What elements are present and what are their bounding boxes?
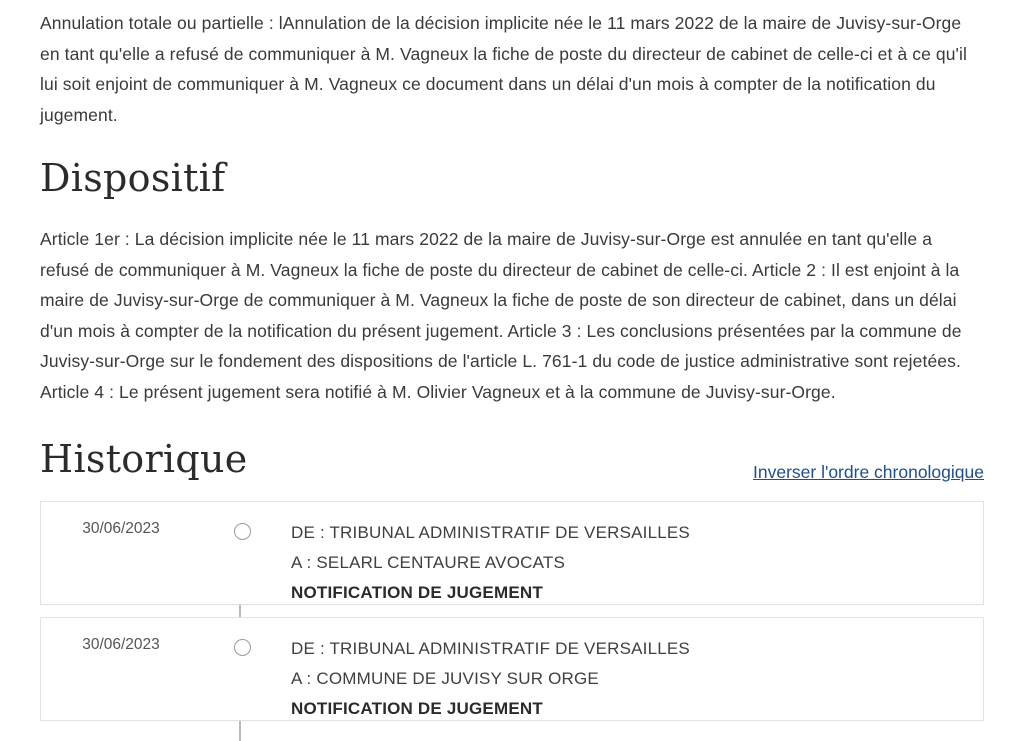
timeline-event[interactable] xyxy=(40,617,984,721)
invert-chronological-order-link[interactable]: Inverser l'ordre chronologique xyxy=(753,462,984,482)
dispositif-paragraph: Article 1er : La décision implicite née le 11 mars 2022 de la maire de Juvisy-sur-Orge est annulée en tant qu'elle a refusé de communiquer à M. Vagneux la fiche de poste du directeur de cabinet de celle-ci. Article 2 : Il est enjoint à la maire de Juvisy-sur-Orge de communiquer à M. Vagneux la fiche de poste de son directeur de cabinet, dans un délai d'un mois à compter de la notification du présent jugement. Article 3 : Les conclusions présentées par la commune de Juvisy-sur-Orge sur le fondement des dispositions de l'article L. 761-1 du code de justice administrative sont rejetées. Article 4 : Le présent jugement sera notifié à M. Olivier Vagneux et à la commune de Juvisy-sur-Orge. xyxy=(40,229,962,402)
event-type: NOTIFICATION DE JUGEMENT xyxy=(291,699,543,718)
event-to: A : SELARL CENTAURE AVOCATS xyxy=(291,553,566,572)
event-from: DE : TRIBUNAL ADMINISTRATIF DE VERSAILLES xyxy=(291,523,690,542)
event-from: DE : TRIBUNAL ADMINISTRATIF DE VERSAILLES xyxy=(291,639,690,658)
historique-heading: Historique xyxy=(40,437,248,481)
event-marker-column xyxy=(201,502,291,604)
event-marker-column xyxy=(201,618,291,720)
event-date: 30/06/2023 xyxy=(82,520,160,537)
historique-timeline xyxy=(40,501,984,721)
intro-paragraph: Annulation totale ou partielle : lAnnulation de la décision implicite née le 11 mars 2022 de la maire de Juvisy-sur-Orge en tant qu'elle a refusé de communiquer à M. Vagneux la fiche de poste du directeur de cabinet de celle-ci et à ce qu'il lui soit enjoint de communiquer à M. Vagneux ce document dans un délai d'un mois à compter de la notification du jugement. xyxy=(40,13,967,125)
dispositif-heading: Dispositif xyxy=(40,156,226,200)
event-type: NOTIFICATION DE JUGEMENT xyxy=(291,583,543,602)
timeline-dot-icon xyxy=(234,523,251,540)
event-to: A : COMMUNE DE JUVISY SUR ORGE xyxy=(291,669,599,688)
event-body xyxy=(291,502,983,608)
timeline-dot-icon xyxy=(234,639,251,656)
historique-header xyxy=(40,437,984,489)
event-date: 30/06/2023 xyxy=(82,636,160,653)
timeline-event[interactable] xyxy=(40,501,984,605)
event-body xyxy=(291,618,983,724)
